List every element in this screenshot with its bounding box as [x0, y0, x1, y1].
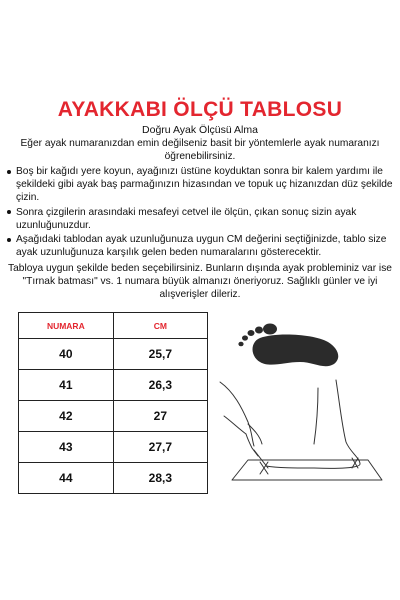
table-row — [19, 432, 208, 463]
table-row — [19, 339, 208, 370]
outro-text: Tabloya uygun şekilde beden seçebilirsiniz. Bunların dışında ayak probleminiz var ise "Tırnak batması" vs. 1 numara büyük almanızı öneriyoruz. Sağlıklı günler ve iyi alışverişler dileriz. — [8, 263, 392, 301]
size-number: 43 — [19, 432, 114, 463]
instruction-item: Aşağıdaki tablodan ayak uzunluğunuza uygun CM değerini seçtiğinizde, tablo size ayak uzunluğunuza karşılık gelen beden numaralarını gösterecektir. — [6, 233, 394, 259]
footprint-icon — [238, 324, 338, 367]
size-number: 40 — [19, 339, 114, 370]
intro-text: Eğer ayak numaranızdan emin değilseniz basit bir yöntemlerle ayak numaranızı öğrenebilirsiniz. — [20, 138, 380, 163]
table-header-row — [19, 313, 208, 339]
header-cm: CM — [113, 313, 207, 339]
instruction-item: Boş bir kağıdı yere koyun, ayağınızı üstüne koyduktan sonra bir kalem yardımı ile şekildeki gibi ayak baş parmağınızın hizasından ve topuk uç hizanızdan düz şekilde çizin. — [6, 165, 394, 205]
table-row — [19, 401, 208, 432]
size-number: 41 — [19, 370, 114, 401]
foot-measuring-illustration — [218, 318, 388, 498]
size-cm: 27,7 — [113, 432, 207, 463]
size-cm: 27 — [113, 401, 207, 432]
table-row — [19, 370, 208, 401]
page-subtitle: Doğru Ayak Ölçüsü Alma — [142, 124, 258, 136]
instruction-list — [6, 165, 394, 260]
header-numara: NUMARA — [19, 313, 114, 339]
page-title: AYAKKABI ÖLÇÜ TABLOSU — [57, 98, 343, 121]
size-number: 44 — [19, 463, 114, 494]
size-cm: 28,3 — [113, 463, 207, 494]
size-cm: 26,3 — [113, 370, 207, 401]
hand-and-foot-sketch — [220, 380, 382, 480]
size-table — [18, 312, 208, 494]
table-row — [19, 463, 208, 494]
instruction-item: Sonra çizgilerin arasındaki mesafeyi cetvel ile ölçün, çıkan sonuç sizin ayak uzunluğunuzdur. — [6, 206, 394, 232]
size-number: 42 — [19, 401, 114, 432]
size-cm: 25,7 — [113, 339, 207, 370]
